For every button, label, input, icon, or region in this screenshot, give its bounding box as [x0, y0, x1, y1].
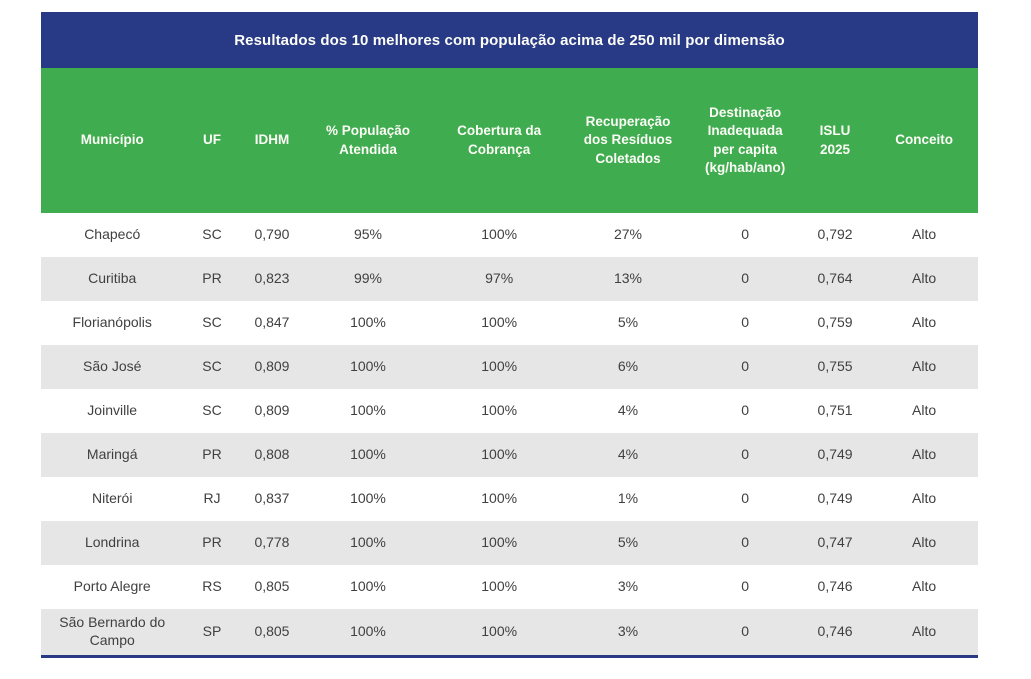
table-cell: 0,749: [800, 477, 870, 521]
table-cell: 0,837: [241, 477, 304, 521]
table-cell: 0: [690, 433, 800, 477]
table-cell: 0: [690, 521, 800, 565]
table-cell: 0,792: [800, 213, 870, 257]
table-cell: 100%: [433, 389, 566, 433]
table-cell: 0,805: [241, 565, 304, 609]
table-cell: São José: [41, 345, 183, 389]
table-cell: 0: [690, 477, 800, 521]
table-body: [41, 213, 978, 656]
table-row: [41, 301, 978, 345]
table-cell: 100%: [433, 609, 566, 656]
table-cell: 0: [690, 389, 800, 433]
table-cell: 100%: [303, 389, 432, 433]
table-cell: Alto: [870, 609, 978, 656]
table-cell: Alto: [870, 213, 978, 257]
column-header: Município: [41, 68, 183, 213]
table-cell: 3%: [566, 565, 691, 609]
table-cell: 100%: [303, 433, 432, 477]
table-row: [41, 565, 978, 609]
table-cell: Curitiba: [41, 257, 183, 301]
table-cell: 0,746: [800, 565, 870, 609]
table-cell: 100%: [303, 301, 432, 345]
table-row: [41, 257, 978, 301]
table-cell: Niterói: [41, 477, 183, 521]
table-row: [41, 389, 978, 433]
table-cell: 99%: [303, 257, 432, 301]
column-header: UF: [183, 68, 240, 213]
table-cell: Londrina: [41, 521, 183, 565]
table-cell: RS: [183, 565, 240, 609]
table-cell: 4%: [566, 389, 691, 433]
table-cell: 0,749: [800, 433, 870, 477]
table-cell: 0: [690, 565, 800, 609]
table-cell: 100%: [303, 565, 432, 609]
table-cell: 100%: [303, 521, 432, 565]
table-cell: 0: [690, 213, 800, 257]
table-cell: 100%: [303, 345, 432, 389]
table-row: [41, 609, 978, 656]
table-cell: Alto: [870, 257, 978, 301]
column-header: Conceito: [870, 68, 978, 213]
table-cell: 1%: [566, 477, 691, 521]
table-cell: Florianópolis: [41, 301, 183, 345]
table-cell: 100%: [433, 521, 566, 565]
table-cell: São Bernardo do Campo: [41, 609, 183, 656]
table-row: [41, 433, 978, 477]
table-cell: 0,847: [241, 301, 304, 345]
table-cell: 0,751: [800, 389, 870, 433]
table-cell: PR: [183, 433, 240, 477]
table-row: [41, 213, 978, 257]
table-title: Resultados dos 10 melhores com população acima de 250 mil por dimensão: [41, 12, 978, 68]
table-cell: 100%: [433, 433, 566, 477]
table-cell: Alto: [870, 301, 978, 345]
table-cell: 100%: [303, 609, 432, 656]
table-cell: 0,823: [241, 257, 304, 301]
header-row: [41, 68, 978, 213]
table-cell: 0,790: [241, 213, 304, 257]
table-cell: Alto: [870, 565, 978, 609]
table-cell: 5%: [566, 301, 691, 345]
table-cell: 100%: [433, 213, 566, 257]
column-header: IDHM: [241, 68, 304, 213]
table-cell: SP: [183, 609, 240, 656]
table-cell: 0,746: [800, 609, 870, 656]
table-row: [41, 521, 978, 565]
table-cell: Porto Alegre: [41, 565, 183, 609]
table-cell: 100%: [433, 345, 566, 389]
table-cell: 0,809: [241, 345, 304, 389]
table-cell: Alto: [870, 477, 978, 521]
column-header: % População Atendida: [303, 68, 432, 213]
table-cell: 0,755: [800, 345, 870, 389]
table-cell: 0,809: [241, 389, 304, 433]
table-cell: 100%: [433, 301, 566, 345]
table-cell: 6%: [566, 345, 691, 389]
table-cell: 3%: [566, 609, 691, 656]
table-cell: 5%: [566, 521, 691, 565]
table-cell: Joinville: [41, 389, 183, 433]
table-cell: PR: [183, 257, 240, 301]
column-header: Destinação Inadequada per capita (kg/hab/ano): [690, 68, 800, 213]
table-cell: 100%: [433, 477, 566, 521]
table-cell: RJ: [183, 477, 240, 521]
table-cell: 100%: [433, 565, 566, 609]
table-cell: 100%: [303, 477, 432, 521]
table-cell: 0: [690, 345, 800, 389]
results-table-container: [41, 12, 978, 658]
table-cell: 97%: [433, 257, 566, 301]
table-cell: Alto: [870, 433, 978, 477]
table-cell: 0,808: [241, 433, 304, 477]
table-cell: SC: [183, 301, 240, 345]
table-cell: Alto: [870, 389, 978, 433]
table-cell: 0,764: [800, 257, 870, 301]
table-cell: SC: [183, 345, 240, 389]
column-header: ISLU 2025: [800, 68, 870, 213]
table-row: [41, 345, 978, 389]
table-cell: Chapecó: [41, 213, 183, 257]
table-cell: 0,747: [800, 521, 870, 565]
table-cell: 27%: [566, 213, 691, 257]
table-cell: 0,805: [241, 609, 304, 656]
column-header: Recuperação dos Resíduos Coletados: [566, 68, 691, 213]
column-header: Cobertura da Cobrança: [433, 68, 566, 213]
table-cell: Maringá: [41, 433, 183, 477]
table-cell: 0: [690, 609, 800, 656]
table-cell: 13%: [566, 257, 691, 301]
table-cell: 4%: [566, 433, 691, 477]
table-cell: SC: [183, 213, 240, 257]
title-row: [41, 12, 978, 68]
table-cell: PR: [183, 521, 240, 565]
results-table: [41, 12, 978, 658]
table-cell: 0,759: [800, 301, 870, 345]
table-cell: 95%: [303, 213, 432, 257]
table-cell: Alto: [870, 521, 978, 565]
table-cell: Alto: [870, 345, 978, 389]
table-cell: SC: [183, 389, 240, 433]
table-cell: 0: [690, 301, 800, 345]
table-cell: 0,778: [241, 521, 304, 565]
table-cell: 0: [690, 257, 800, 301]
table-row: [41, 477, 978, 521]
